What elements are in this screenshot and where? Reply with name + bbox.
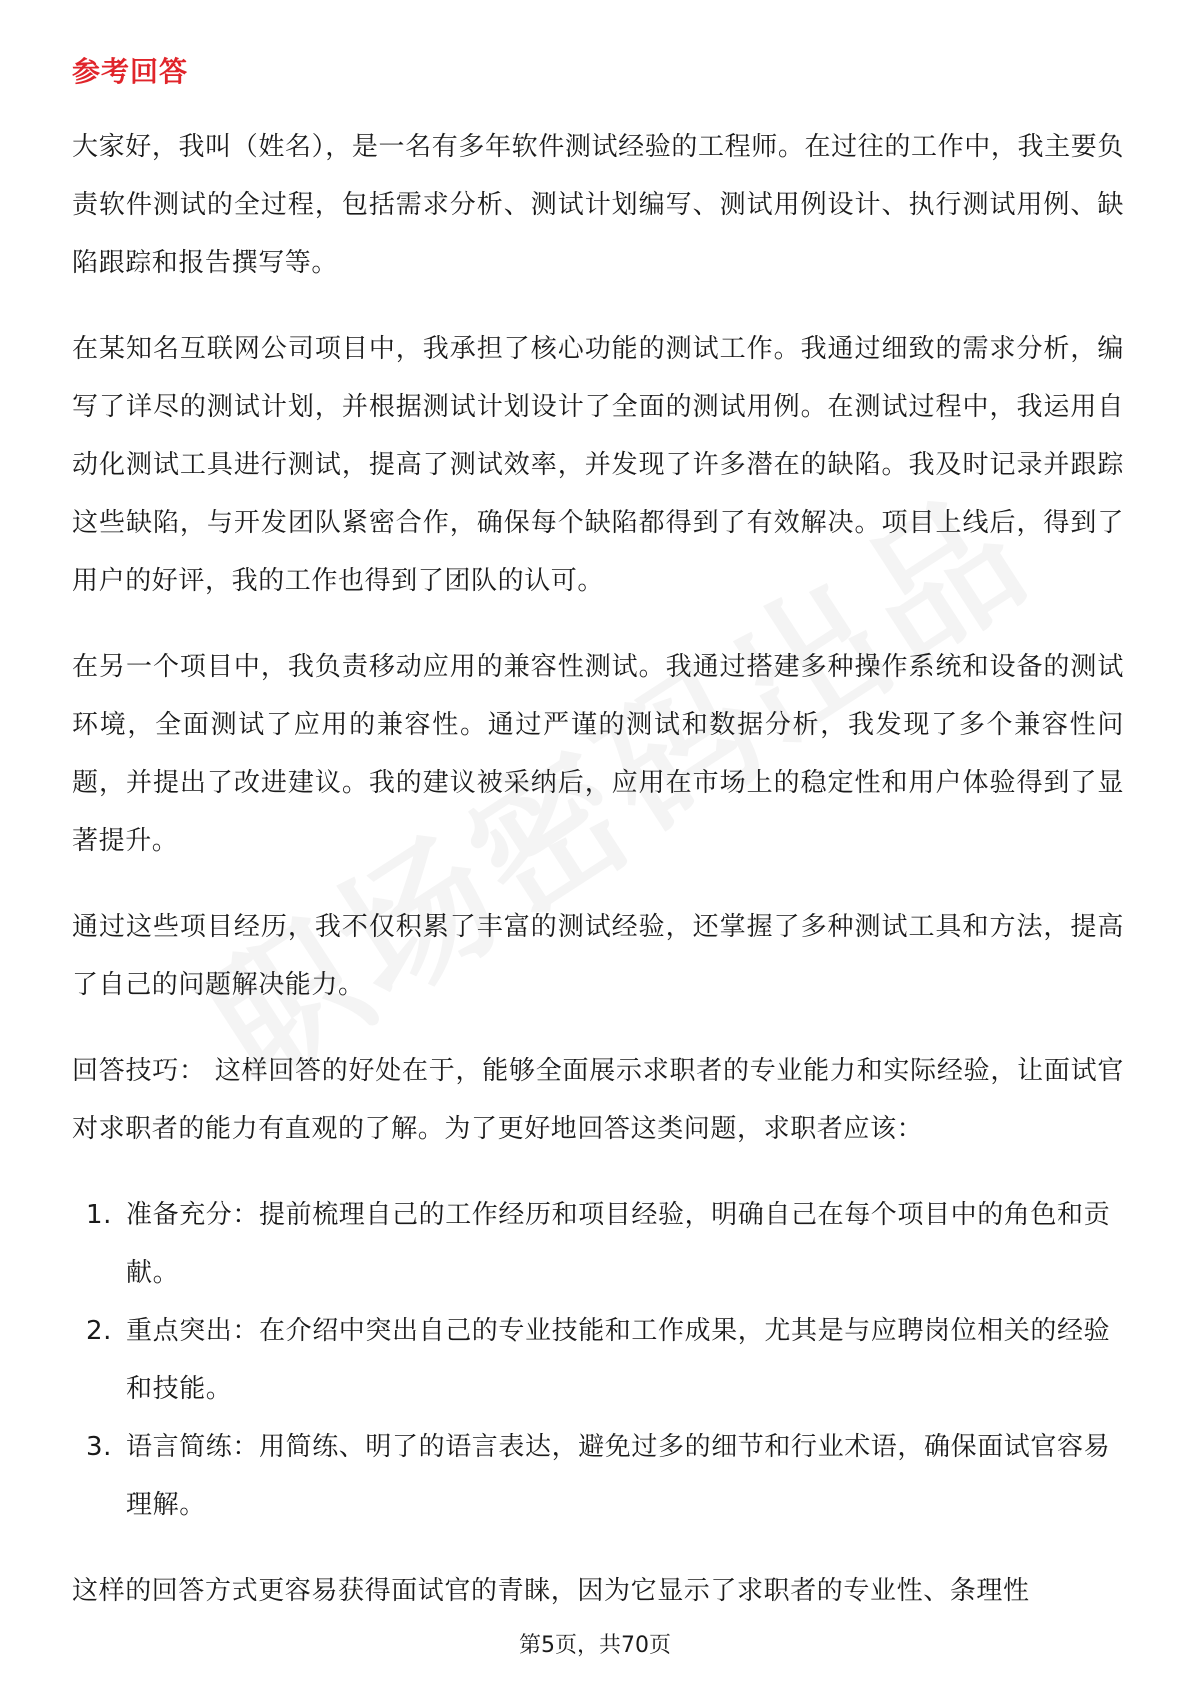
tips-list: [72, 1186, 1124, 1534]
summary-paragraph: 通过这些项目经历，我不仅积累了丰富的测试经验，还掌握了多种测试工具和方法，提高了自己的问题解决能力。: [72, 912, 1124, 1000]
intro-paragraph: 大家好，我叫（姓名），是一名有多年软件测试经验的工程师。在过往的工作中，我主要负责软件测试的全过程，包括需求分析、测试计划编写、测试用例设计、执行测试用例、缺陷跟踪和报告撰写等。: [72, 132, 1124, 278]
list-item-number: 3.: [86, 1432, 113, 1462]
list-item: [72, 1418, 1124, 1534]
list-item-text: 重点突出：在介绍中突出自己的专业技能和工作成果，尤其是与应聘岗位相关的经验和技能。: [126, 1316, 1111, 1404]
project-one-paragraph: 在某知名互联网公司项目中，我承担了核心功能的测试工作。我通过细致的需求分析，编写了详尽的测试计划，并根据测试计划设计了全面的测试用例。在测试过程中，我运用自动化测试工具进行测试，提高了测试效率，并发现了许多潜在的缺陷。我及时记录并跟踪这些缺陷，与开发团队紧密合作，确保每个缺陷都得到了有效解决。项目上线后，得到了用户的好评，我的工作也得到了团队的认可。: [72, 334, 1124, 596]
closing-paragraph: 这样的回答方式更容易获得面试官的青睐，因为它显示了求职者的专业性、条理性: [72, 1576, 1030, 1606]
tips-intro-paragraph: 回答技巧： 这样回答的好处在于，能够全面展示求职者的专业能力和实际经验，让面试官对求职者的能力有直观的了解。为了更好地回答这类问题，求职者应该：: [72, 1056, 1124, 1144]
list-item: [72, 1302, 1124, 1418]
list-item-text: 语言简练：用简练、明了的语言表达，避免过多的细节和行业术语，确保面试官容易理解。: [126, 1432, 1111, 1520]
list-item-number: 2.: [86, 1316, 113, 1346]
answer-content: [72, 118, 1124, 1648]
list-item: [72, 1186, 1124, 1302]
project-two-paragraph: 在另一个项目中，我负责移动应用的兼容性测试。我通过搭建多种操作系统和设备的测试环境，全面测试了应用的兼容性。通过严谨的测试和数据分析，我发现了多个兼容性问题，并提出了改进建议。我的建议被采纳后，应用在市场上的稳定性和用户体验得到了显著提升。: [72, 652, 1124, 856]
page-number: 第5页，共70页: [519, 1633, 671, 1658]
list-item-text: 准备充分：提前梳理自己的工作经历和项目经验，明确自己在每个项目中的角色和贡献。: [126, 1200, 1111, 1288]
section-title: 参考回答: [72, 55, 189, 88]
list-item-number: 1.: [86, 1200, 113, 1230]
